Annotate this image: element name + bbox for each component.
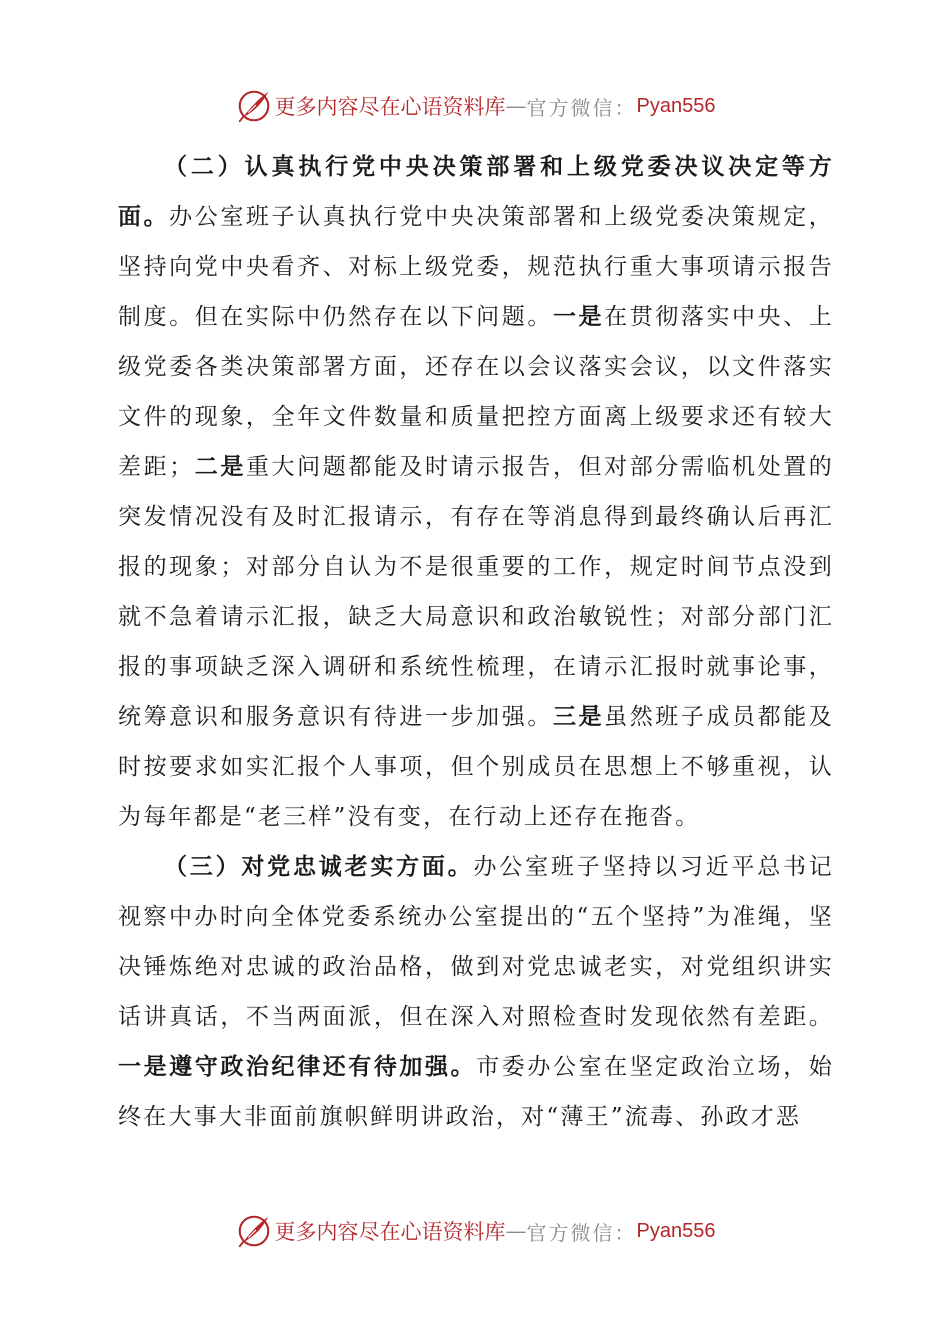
watermark-brand: 更多内容尽在心语资料库 [274, 1220, 506, 1244]
header-watermark [0, 84, 950, 128]
point-1-text: 在贯彻落实中央、上级党委各类决策部署方面，还存在以会议落实会议，以文件落实文件的现象，全年文件数量和质量把控方面离上级要求还有较大差距； [118, 304, 834, 480]
section-3-heading: （三）对党忠诚老实方面。 [164, 853, 474, 880]
watermark-brand: 更多内容尽在心语资料库 [274, 95, 506, 119]
point-1-marker: 一是 [552, 303, 605, 330]
quill-logo-icon [235, 87, 273, 125]
watermark-separator: — [505, 1219, 527, 1243]
watermark-separator: — [505, 94, 527, 118]
section-3-point-1-text: 市委办公室在坚定政治立场，始终在大事大非面前旗帜鲜明讲政治，对“薄王”流毒、孙政才恶 [118, 1054, 834, 1130]
watermark-wechat-id: Pyan556 [636, 1219, 716, 1242]
point-3-marker: 三是 [552, 703, 605, 730]
watermark-wechat-label: 官方微信： [526, 95, 637, 120]
document-body [118, 142, 834, 1142]
paragraph-section-2 [118, 142, 834, 842]
point-2-marker: 二是 [194, 453, 246, 480]
footer-watermark [0, 1209, 950, 1253]
section-3-point-1-heading: 一是遵守政治纪律还有待加强。 [118, 1053, 477, 1080]
quill-logo-icon [235, 1212, 273, 1250]
point-3-text: 虽然班子成员都能及时按要求如实汇报个人事项，但个别成员在思想上不够重视，认为每年都是“老三样”没有变，在行动上还存在拖沓。 [118, 704, 834, 830]
section-2-text: 办公室班子认真执行党中央决策部署和上级党委决策规定，坚持向党中央看齐、对标上级党委，规范执行重大事项请示报告制度。但在实际中仍然存在以下问题。 [118, 204, 834, 330]
section-2-heading: （二）认真执行党中央决策部署和上级党委决议决定等方面。 [118, 153, 834, 230]
section-3-text: 办公室班子坚持以习近平总书记视察中办时向全体党委系统办公室提出的“五个坚持”为准绳，坚决锤炼绝对忠诚的政治品格，做到对党忠诚老实，对党组织讲实话讲真话，不当两面派，但在深入对照检查时发现依然有差距。 [118, 854, 834, 1030]
watermark-wechat-id: Pyan556 [636, 94, 716, 117]
point-2-text: 重大问题都能及时请示报告，但对部分需临机处置的突发情况没有及时汇报请示，有存在等消息得到最终确认后再汇报的现象；对部分自认为不是很重要的工作，规定时间节点没到就不急着请示汇报，缺乏大局意识和政治敏锐性；对部分部门汇报的事项缺乏深入调研和系统性梳理，在请示汇报时就事论事，统筹意识和服务意识有待进一步加强。 [118, 454, 834, 730]
watermark-wechat-label: 官方微信： [526, 1220, 637, 1245]
paragraph-section-3 [118, 842, 834, 1142]
